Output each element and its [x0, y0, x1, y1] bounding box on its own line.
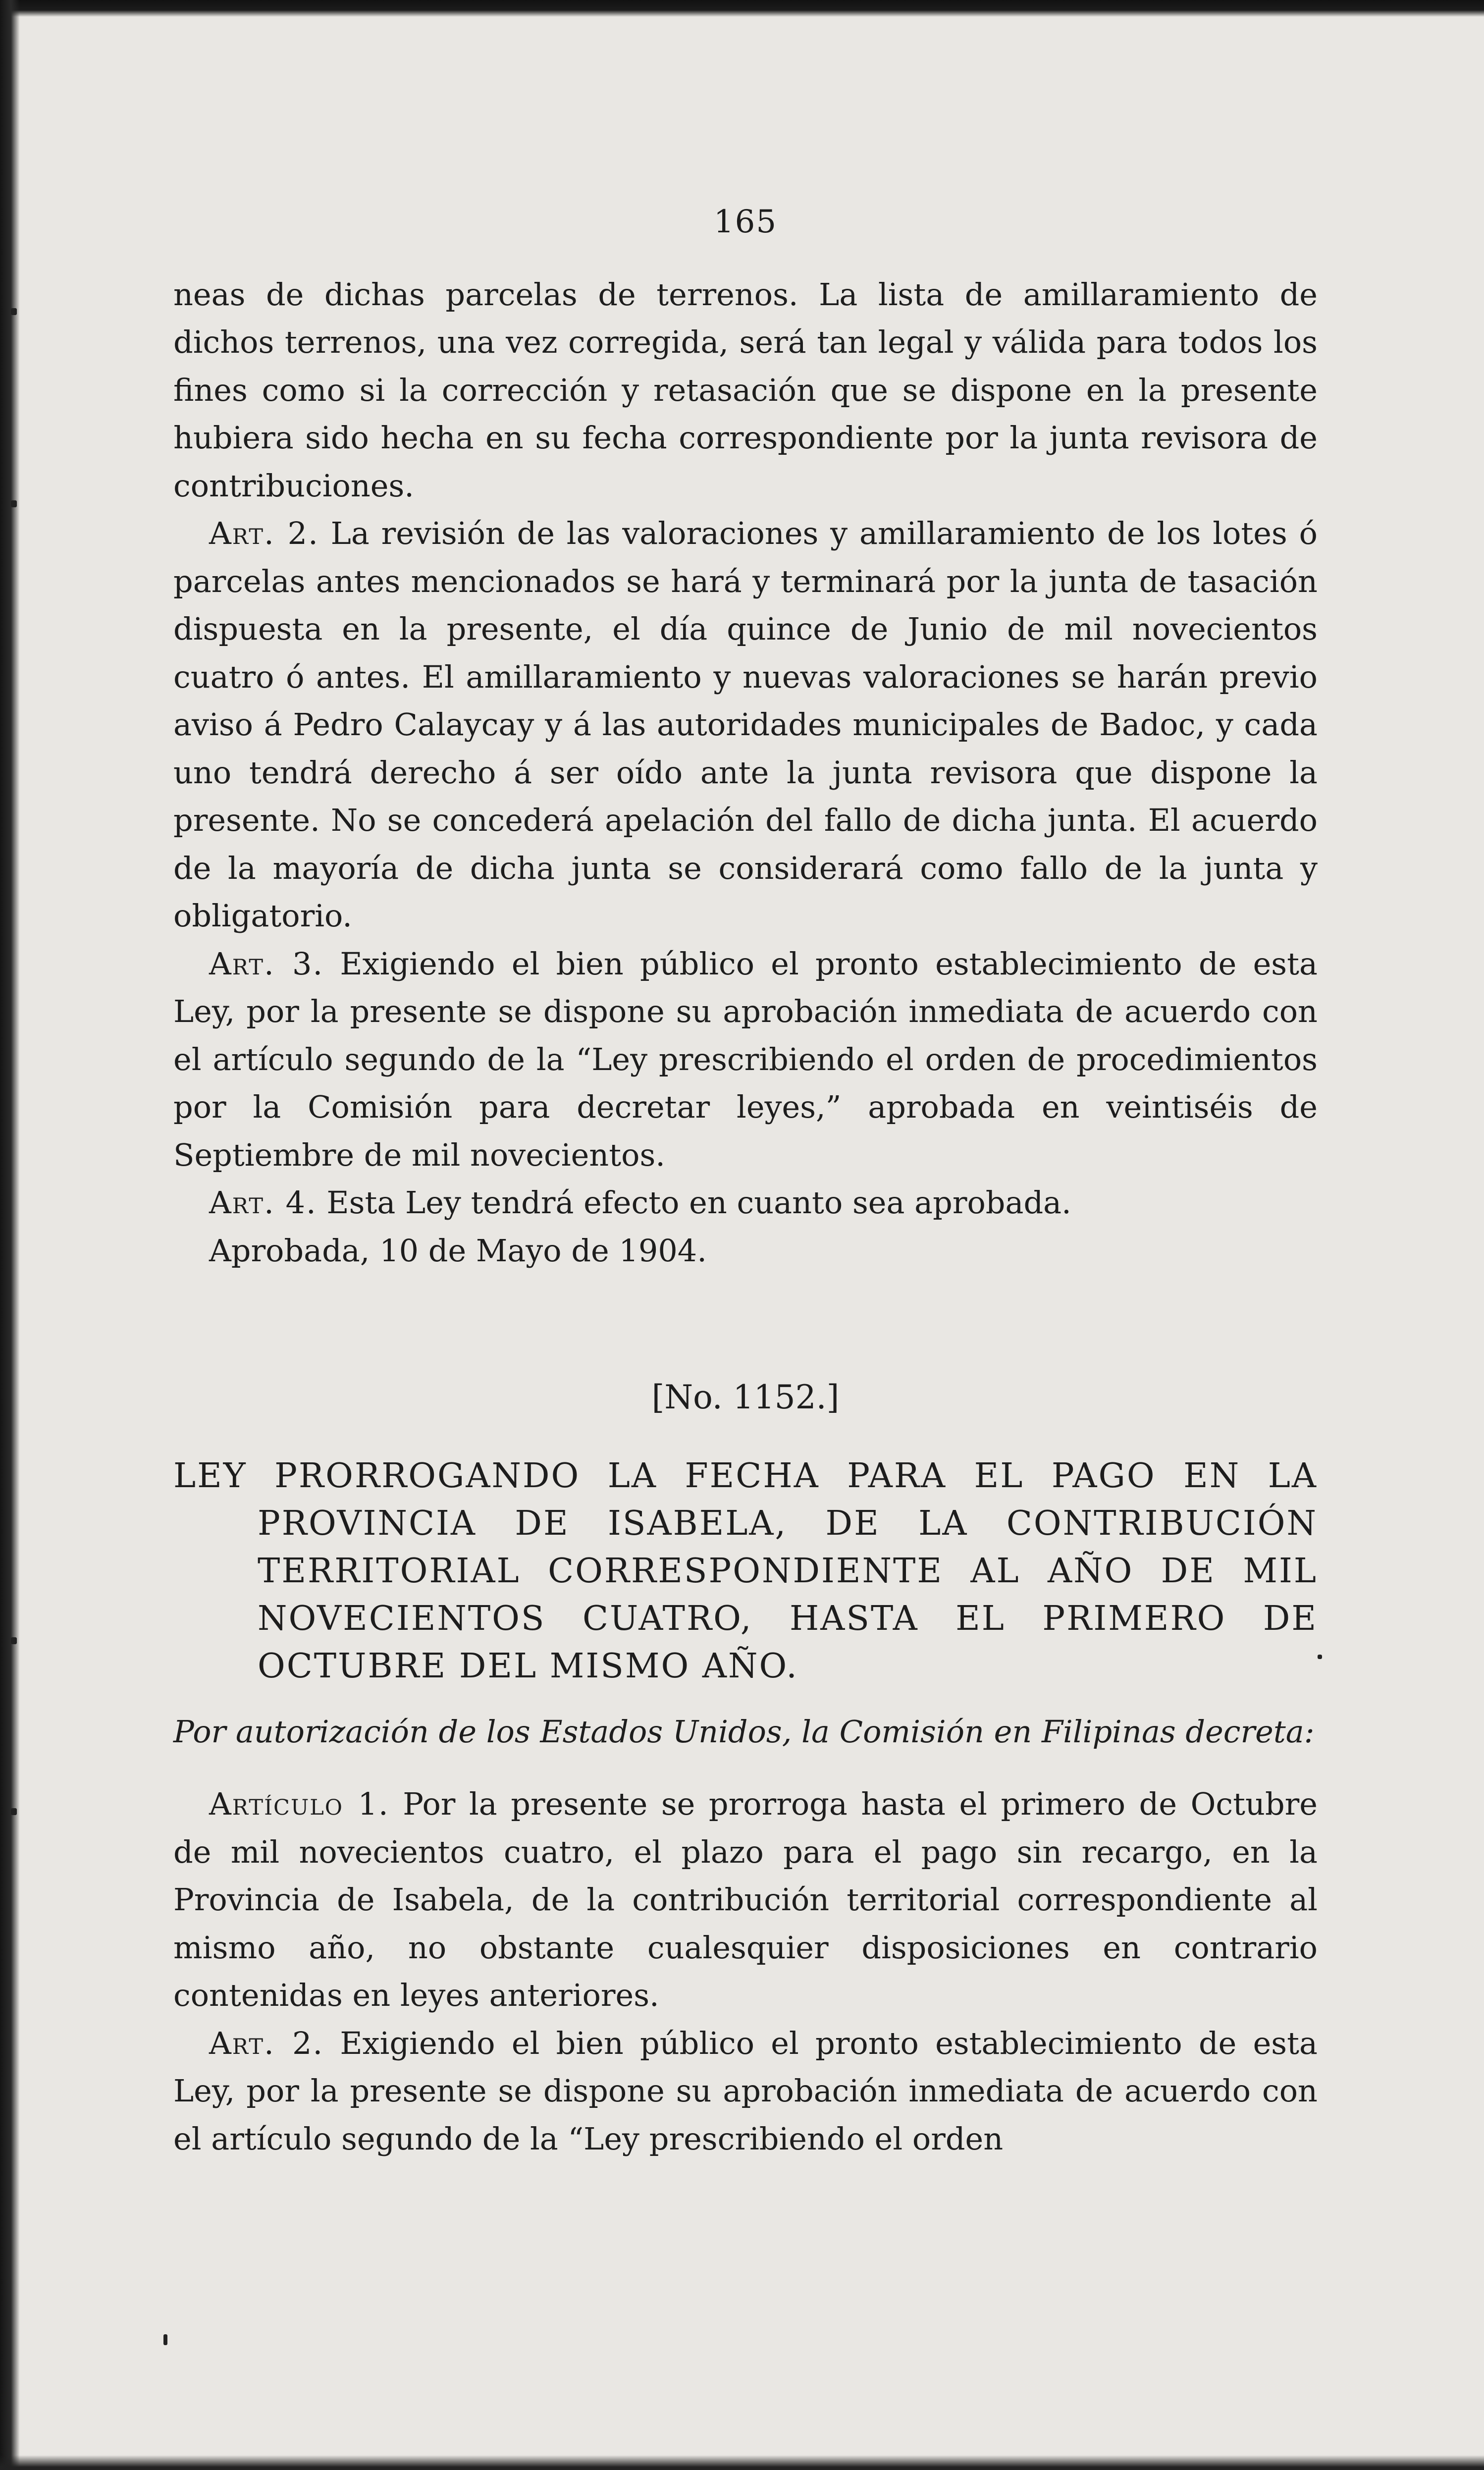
- article-2: [173, 510, 1318, 940]
- article-4: [173, 1179, 1318, 1227]
- act-article-2: [173, 2020, 1318, 2163]
- scan-left-edge: [0, 0, 20, 2470]
- article-label: Art. 4.: [209, 1184, 317, 1221]
- margin-mark: [11, 1808, 17, 1815]
- act-number: [No. 1152.]: [651, 1378, 840, 1416]
- act-article-1: [173, 1780, 1318, 2020]
- approval-date: Aprobada, 10 de Mayo de 1904.: [209, 1232, 707, 1269]
- margin-mark: [163, 2334, 167, 2345]
- scan-bottom-edge: [0, 2455, 1484, 2470]
- margin-mark: [11, 500, 17, 507]
- scan-top-edge: [0, 0, 1484, 17]
- article-3: [173, 940, 1318, 1180]
- margin-mark: [11, 1637, 17, 1644]
- article-text: Exigiendo el bien público el pronto establecimiento de esta Ley, por la presente se dispone su aprobación inmediata de acuerdo con el artículo segundo de la “Ley prescribiendo el orden: [173, 2025, 1318, 2157]
- article-label: Art. 2.: [209, 2025, 324, 2061]
- margin-mark: [1318, 1655, 1322, 1659]
- article-label: Art. 3.: [209, 945, 324, 982]
- article-label: Art. 2.: [209, 515, 319, 551]
- paragraph-continuation: neas de dichas parcelas de terrenos. La lista de amillaramiento de dichos terrenos, una vez corregida, será tan legal y válida para todos los fines como si la corrección y retasación que se dispone en la presente hubiera sido hecha en su fecha correspondiente por la junta revisora de contribuciones.: [173, 276, 1318, 504]
- article-text: Por la presente se prorroga hasta el primero de Octubre de mil novecientos cuatro, el plazo para el pago sin recargo, en la Provincia de Isabela, de la contribución territorial correspondiente al mismo año, no obstante cualesquier disposiciones en contrario contenidas en leyes anteriores.: [173, 1786, 1318, 2013]
- article-text: Exigiendo el bien público el pronto establecimiento de esta Ley, por la presente se dispone su aprobación inmediata de acuerdo con el artículo segundo de la “Ley prescribiendo el orden de procedimientos por la Comisión para decretar leyes,” aprobada en veintiséis de Septiembre de mil novecientos.: [173, 945, 1318, 1173]
- enacting-clause: Por autorización de los Estados Unidos, la Comisión en Filipinas decreta:: [173, 1713, 1315, 1750]
- article-text: La revisión de las valoraciones y amillaramiento de los lotes ó parcelas antes mencionados se hará y terminará por la junta de tasación dispuesta en la presente, el día quince de Junio de mil novecientos cuatro ó antes. El amillaramiento y nuevas valoraciones se harán previo aviso á Pedro Calaycay y á las autoridades municipales de Badoc, y cada uno tendrá derecho á ser oído ante la junta revisora que dispone la presente. No se concederá apelación del fallo de dicha junta. El acuerdo de la mayoría de dicha junta se considerará como fallo de la junta y obligatorio.: [173, 515, 1318, 934]
- page-content: [173, 198, 1318, 2163]
- page-number: 165: [713, 204, 778, 240]
- article-label: Artículo 1.: [209, 1786, 389, 1822]
- article-text: Esta Ley tendrá efecto en cuanto sea aprobada.: [317, 1184, 1071, 1221]
- margin-mark: [11, 308, 17, 315]
- act-title: LEY PRORROGANDO LA FECHA PARA EL PAGO EN LA PROVINCIA DE ISABELA, DE LA CONTRIBUCIÓN TERRITORIAL CORRESPONDIENTE AL AÑO DE MIL NOVECIENTOS CUATRO, HASTA EL PRIMERO DE OCTUBRE DEL MISMO AÑO.: [173, 1456, 1318, 1686]
